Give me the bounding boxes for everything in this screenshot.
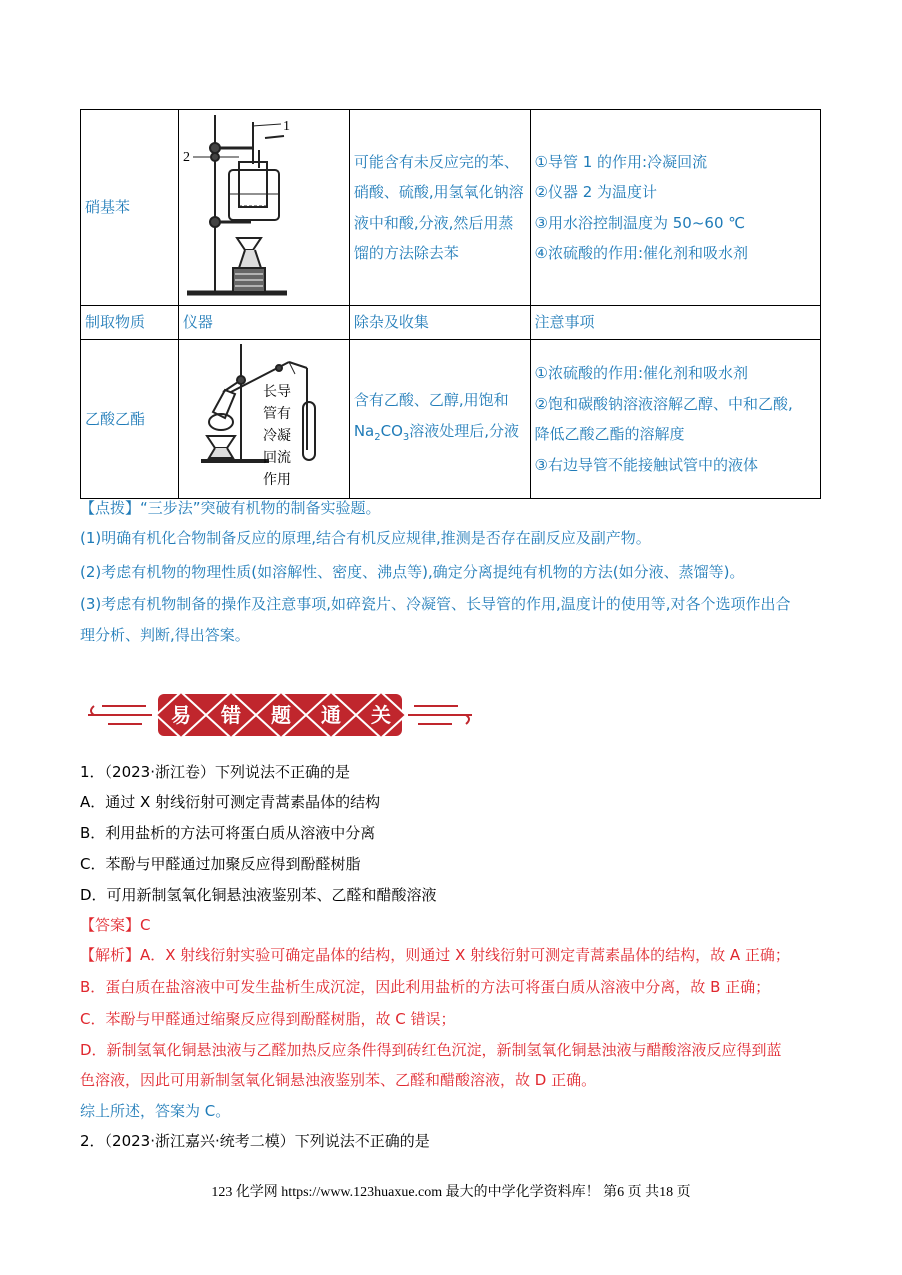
q1-summary: 综上所述，答案为 C。	[80, 1102, 231, 1120]
banner-char-4: 通	[321, 703, 341, 727]
note-line-3: 冷凝	[262, 428, 291, 444]
q2-stem: 2．（2023·浙江嘉兴·统考二模）下列说法不正确的是	[80, 1132, 430, 1150]
tip-item-2: (2)考虑有机物的物理性质(如溶解性、密度、沸点等),确定分离提纯有机物的方法(如分液、蒸馏等)。	[80, 563, 745, 581]
q1-analysis-a: 【解析】A．X 射线衍射实验可确定晶体的结构，则通过 X 射线衍射可测定青蒿素晶体的结构，故 A 正确；	[80, 946, 790, 964]
label-1: 1	[282, 119, 290, 134]
note-line-1: 长导	[262, 384, 291, 400]
tip-item-1: (1)明确有机化合物制备反应的原理,结合有机反应规律,推测是否存在副反应及副产物。	[80, 529, 651, 547]
q1-analysis-d-cont: 色溶液，因此可用新制氢氧化铜悬浊液鉴别苯、乙醛和醋酸溶液，故 D 正确。	[80, 1071, 597, 1089]
note-line-5: 作用	[262, 472, 291, 488]
ethyl-acetate-apparatus-figure	[179, 340, 349, 498]
q1-option-d: D．可用新制氢氧化铜悬浊液鉴别苯、乙醛和醋酸溶液	[80, 886, 437, 904]
q1-analysis-b: B．蛋白质在盐溶液中可发生盐析生成沉淀，因此利用盐析的方法可将蛋白质从溶液中分离，故 B 正确；	[80, 978, 771, 996]
q1-analysis-d: D．新制氢氧化铜悬浊液与乙醛加热反应条件得到砖红色沉淀，新制氢氧化铜悬浊液与醋酸溶液反应得到蓝	[80, 1041, 782, 1059]
cell-substance: 硝基苯	[81, 110, 179, 306]
q1-answer: 【答案】C	[80, 916, 151, 934]
page-footer: 123 化学网 https://www.123huaxue.com 最大的中学化学资料库！ 第6 页 共18 页	[211, 1185, 691, 1200]
header-apparatus: 仪器	[178, 306, 349, 340]
tip-title: 【点拨】“三步法”突破有机物的制备实验题。	[80, 499, 381, 517]
banner-char-3: 题	[271, 703, 291, 727]
cell-apparatus	[178, 110, 349, 306]
q1-option-b: B．利用盐析的方法可将蛋白质从溶液中分离	[80, 824, 376, 842]
q1-stem: 1．（2023·浙江卷）下列说法不正确的是	[80, 763, 350, 781]
tip-item-3: (3)考虑有机物制备的操作及注意事项,如碎瓷片、冷凝管、长导管的作用,温度计的使用等,对各个选项作出合	[80, 595, 791, 613]
table-row-nitrobenzene	[81, 110, 821, 306]
q1-option-a: A．通过 X 射线衍射可测定青蒿素晶体的结构	[80, 793, 381, 811]
q1-option-c: C．苯酚与甲醛通过加聚反应得到酚醛树脂	[80, 855, 361, 873]
table-header-row	[81, 306, 821, 340]
label-2: 2	[182, 150, 190, 165]
q1-analysis-c: C．苯酚与甲醛通过缩聚反应得到酚醛树脂，故 C 错误；	[80, 1010, 456, 1028]
cell-purification: 可能含有未反应完的苯、 硝酸、硫酸,用氢氧化钠溶 液中和酸,分液,然后用蒸 馏的方法除去苯	[349, 110, 530, 306]
note-line-2: 管有	[262, 406, 291, 422]
banner-char-5: 关	[371, 703, 391, 727]
section-banner	[86, 684, 474, 746]
cell-notes: ①浓硫酸的作用:催化剂和吸水剂 ②饱和碳酸钠溶液溶解乙醇、中和乙酸, 降低乙酸乙酯的溶解度 ③右边导管不能接触试管中的液体	[530, 340, 820, 499]
header-purification: 除杂及收集	[349, 306, 530, 340]
banner-char-1: 易	[171, 703, 191, 727]
note-line-4: 回流	[262, 450, 291, 466]
cell-notes: ①导管 1 的作用:冷凝回流 ②仪器 2 为温度计 ③用水浴控制温度为 50~60 ℃ ④浓硫酸的作用:催化剂和吸水剂	[530, 110, 820, 306]
header-substance: 制取物质	[81, 306, 179, 340]
header-notes: 注意事项	[530, 306, 820, 340]
cell-apparatus	[178, 340, 349, 499]
preparation-table	[80, 109, 821, 499]
table-row-ethyl-acetate	[81, 340, 821, 499]
banner-char-2: 错	[221, 703, 241, 727]
cell-purification: 含有乙酸、乙醇,用饱和 $Na_2CO_3$溶液处理后,分液	[349, 340, 530, 499]
tip-item-3-cont: 理分析、判断,得出答案。	[80, 626, 250, 644]
nitrobenzene-apparatus-figure	[179, 110, 349, 305]
cell-substance: 乙酸乙酯	[81, 340, 179, 499]
